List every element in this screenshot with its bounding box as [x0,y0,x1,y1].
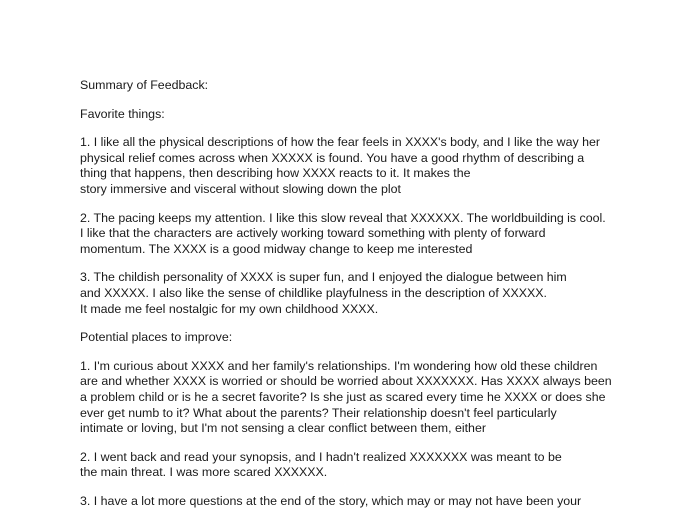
spacer [80,122,672,135]
text-line: ever get numb to it? What about the parents? Their relationship doesn't feel particularly [80,405,557,420]
text-line: 1. I'm curious about XXXX and her family's relationships. I'm wondering how old these children [80,358,598,373]
improve-heading: Potential places to improve: [80,330,233,345]
summary-heading: Summary of Feedback: [80,78,209,92]
spacer [80,481,672,494]
spacer [80,346,672,359]
spacer [80,437,672,450]
text-line: and XXXXX. I also like the sense of childlike playfulness in the description of XXXXX. [80,285,547,300]
text-line: 3. The childish personality of XXXX is super fun, and I enjoyed the dialogue between him [80,270,567,285]
improvement-item-1 [80,359,672,437]
text-line: I like that the characters are actively working toward something with plenty of forward [80,226,546,241]
favorite-item-1 [80,135,672,197]
spacer [80,317,672,330]
text-line: 2. I went back and read your synopsis, and I hadn't realized XXXXXXX was meant to be [80,449,562,464]
text-line: a problem child or is he a secret favorite? Is she just as scared every time he XXXX or does she [80,389,606,404]
text-line: story immersive and visceral without slowing down the plot [80,181,401,196]
text-line: 2. The pacing keeps my attention. I like this slow reveal that XXXXXX. The worldbuilding is cool. [80,210,606,225]
improvement-item-3 [80,494,672,509]
spacer [80,198,672,211]
text-line: thing that happens, then describing how XXXX reacts to it. It makes the [80,166,471,181]
text-line: momentum. The XXXX is a good midway change to keep me interested [80,241,473,256]
text-line: physical relief comes across when XXXXX is found. You have a good rhythm of describing a [80,150,585,165]
spacer [80,94,672,107]
document-body [80,78,672,509]
text-line: the main threat. I was more scared XXXXXX. [80,465,328,480]
improvement-item-2 [80,450,672,481]
favorite-item-2 [80,211,672,258]
text-line: 1. I like all the physical descriptions of how the fear feels in XXXX's body, and I like the way her [80,135,601,150]
text-line: intimate or loving, but I'm not sensing a clear conflict between them, either [80,421,486,436]
text-line: are and whether XXXX is worried or should be worried about XXXXXXX. Has XXXX always been [80,374,612,389]
text-line: 3. I have a lot more questions at the end of the story, which may or may not have been your [80,493,582,508]
spacer [80,257,672,270]
favorites-heading: Favorite things: [80,106,165,121]
text-line: It made me feel nostalgic for my own childhood XXXX. [80,301,379,316]
favorite-item-3 [80,270,672,317]
